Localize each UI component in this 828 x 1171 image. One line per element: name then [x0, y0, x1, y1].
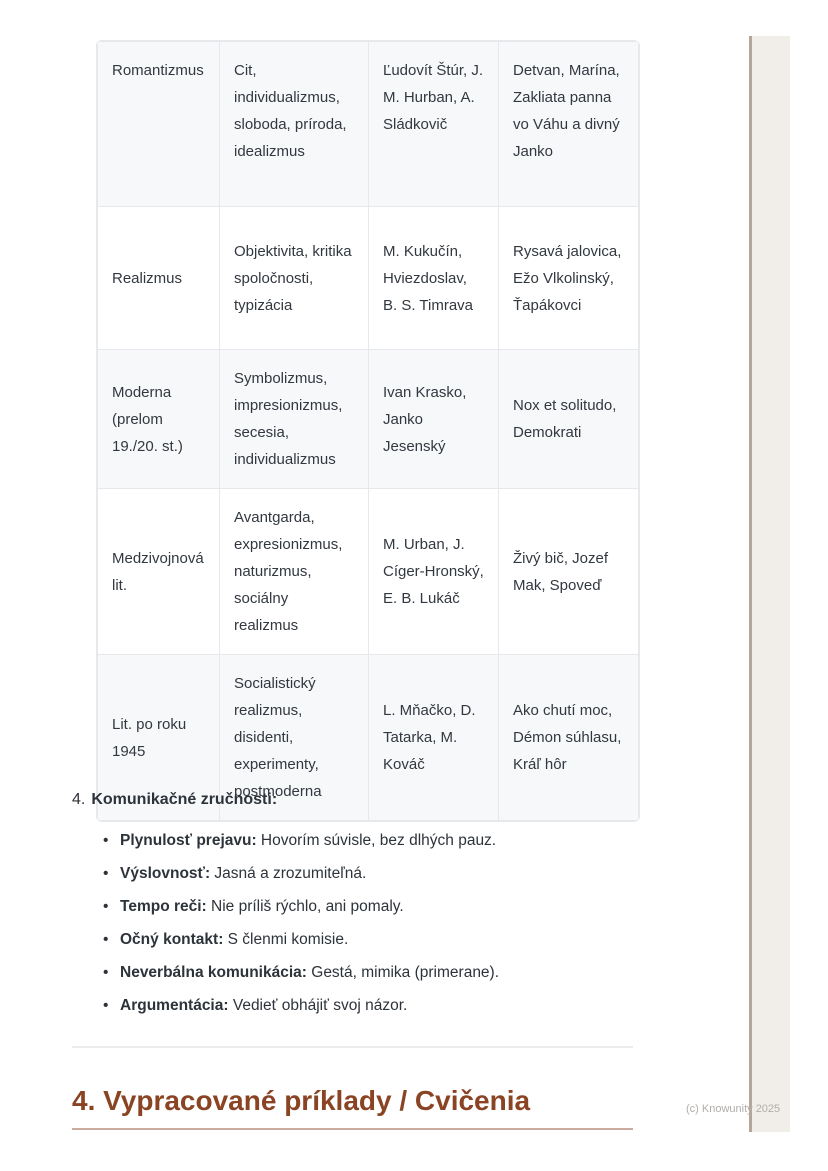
list-item-text: Hovorím súvisle, bez dlhých pauz.	[256, 832, 497, 849]
bullet-icon: •	[103, 964, 109, 981]
communication-skills-section	[72, 788, 634, 1027]
period-cell: Romantizmus	[98, 42, 220, 207]
table-row	[98, 350, 639, 489]
page-title: 4. Vypracované príklady / Cvičenia	[72, 1082, 633, 1130]
list-item-text: Vedieť obhájiť svoj názor.	[228, 997, 408, 1014]
period-cell: Realizmus	[98, 207, 220, 350]
bullet-icon: •	[103, 997, 109, 1014]
table-row	[98, 489, 639, 655]
list-item	[103, 928, 634, 952]
authors-cell: L. Mňačko, D. Tatarka, M. Kováč	[369, 655, 499, 821]
section-heading	[72, 788, 634, 812]
authors-cell: Ľudovít Štúr, J. M. Hurban, A. Sládkovič	[369, 42, 499, 207]
works-cell: Živý bič, Jozef Mak, Spoveď	[499, 489, 639, 655]
literature-periods-table	[97, 41, 639, 821]
features-cell: Socialistický realizmus, disidenti, experimenty, postmoderna	[220, 655, 369, 821]
section-divider	[72, 1046, 633, 1048]
period-cell: Lit. po roku 1945	[98, 655, 220, 821]
watermark: (c) Knowunity 2025	[686, 1103, 781, 1115]
authors-cell: M. Urban, J. Cíger-Hronský, E. B. Lukáč	[369, 489, 499, 655]
section-title: Komunikačné zručnosti:	[91, 791, 278, 808]
authors-cell: M. Kukučín, Hviezdoslav, B. S. Timrava	[369, 207, 499, 350]
list-item	[103, 895, 634, 919]
list-item	[103, 961, 634, 985]
list-item-label: Neverbálna komunikácia:	[120, 964, 307, 981]
list-item-label: Plynulosť prejavu:	[120, 832, 257, 849]
period-cell: Medzivojnová lit.	[98, 489, 220, 655]
table-row	[98, 42, 639, 207]
list-item-label: Výslovnosť:	[120, 865, 211, 882]
list-item-text: Gestá, mimika (primerane).	[306, 964, 500, 981]
features-cell: Objektivita, kritika spoločnosti, typizácia	[220, 207, 369, 350]
list-item	[103, 994, 634, 1018]
list-item-label: Tempo reči:	[120, 898, 207, 915]
side-stripe-decoration	[749, 36, 790, 1132]
list-item-text: Nie príliš rýchlo, ani pomaly.	[206, 898, 404, 915]
bullet-list	[72, 829, 634, 1018]
authors-cell: Ivan Krasko, Janko Jesenský	[369, 350, 499, 489]
bullet-icon: •	[103, 931, 109, 948]
list-item	[103, 829, 634, 853]
bullet-icon: •	[103, 898, 109, 915]
list-item-label: Argumentácia:	[120, 997, 229, 1014]
list-item-text: S členmi komisie.	[223, 931, 349, 948]
works-cell: Ako chutí moc, Démon súhlasu, Kráľ hôr	[499, 655, 639, 821]
list-item-label: Očný kontakt:	[120, 931, 224, 948]
features-cell: Avantgarda, expresionizmus, naturizmus, sociálny realizmus	[220, 489, 369, 655]
list-item	[103, 862, 634, 886]
period-cell: Moderna (prelom 19./20. st.)	[98, 350, 220, 489]
bullet-icon: •	[103, 832, 109, 849]
features-cell: Cit, individualizmus, sloboda, príroda, idealizmus	[220, 42, 369, 207]
works-cell: Nox et solitudo, Demokrati	[499, 350, 639, 489]
features-cell: Symbolizmus, impresionizmus, secesia, individualizmus	[220, 350, 369, 489]
table-row	[98, 207, 639, 350]
works-cell: Rysavá jalovica, Ežo Vlkolinský, Ťapákovci	[499, 207, 639, 350]
works-cell: Detvan, Marína, Zakliata panna vo Váhu a divný Janko	[499, 42, 639, 207]
bullet-icon: •	[103, 865, 109, 882]
section-number: 4.	[72, 791, 86, 808]
literature-periods-table-wrapper	[96, 40, 640, 822]
list-item-text: Jasná a zrozumiteľná.	[210, 865, 367, 882]
